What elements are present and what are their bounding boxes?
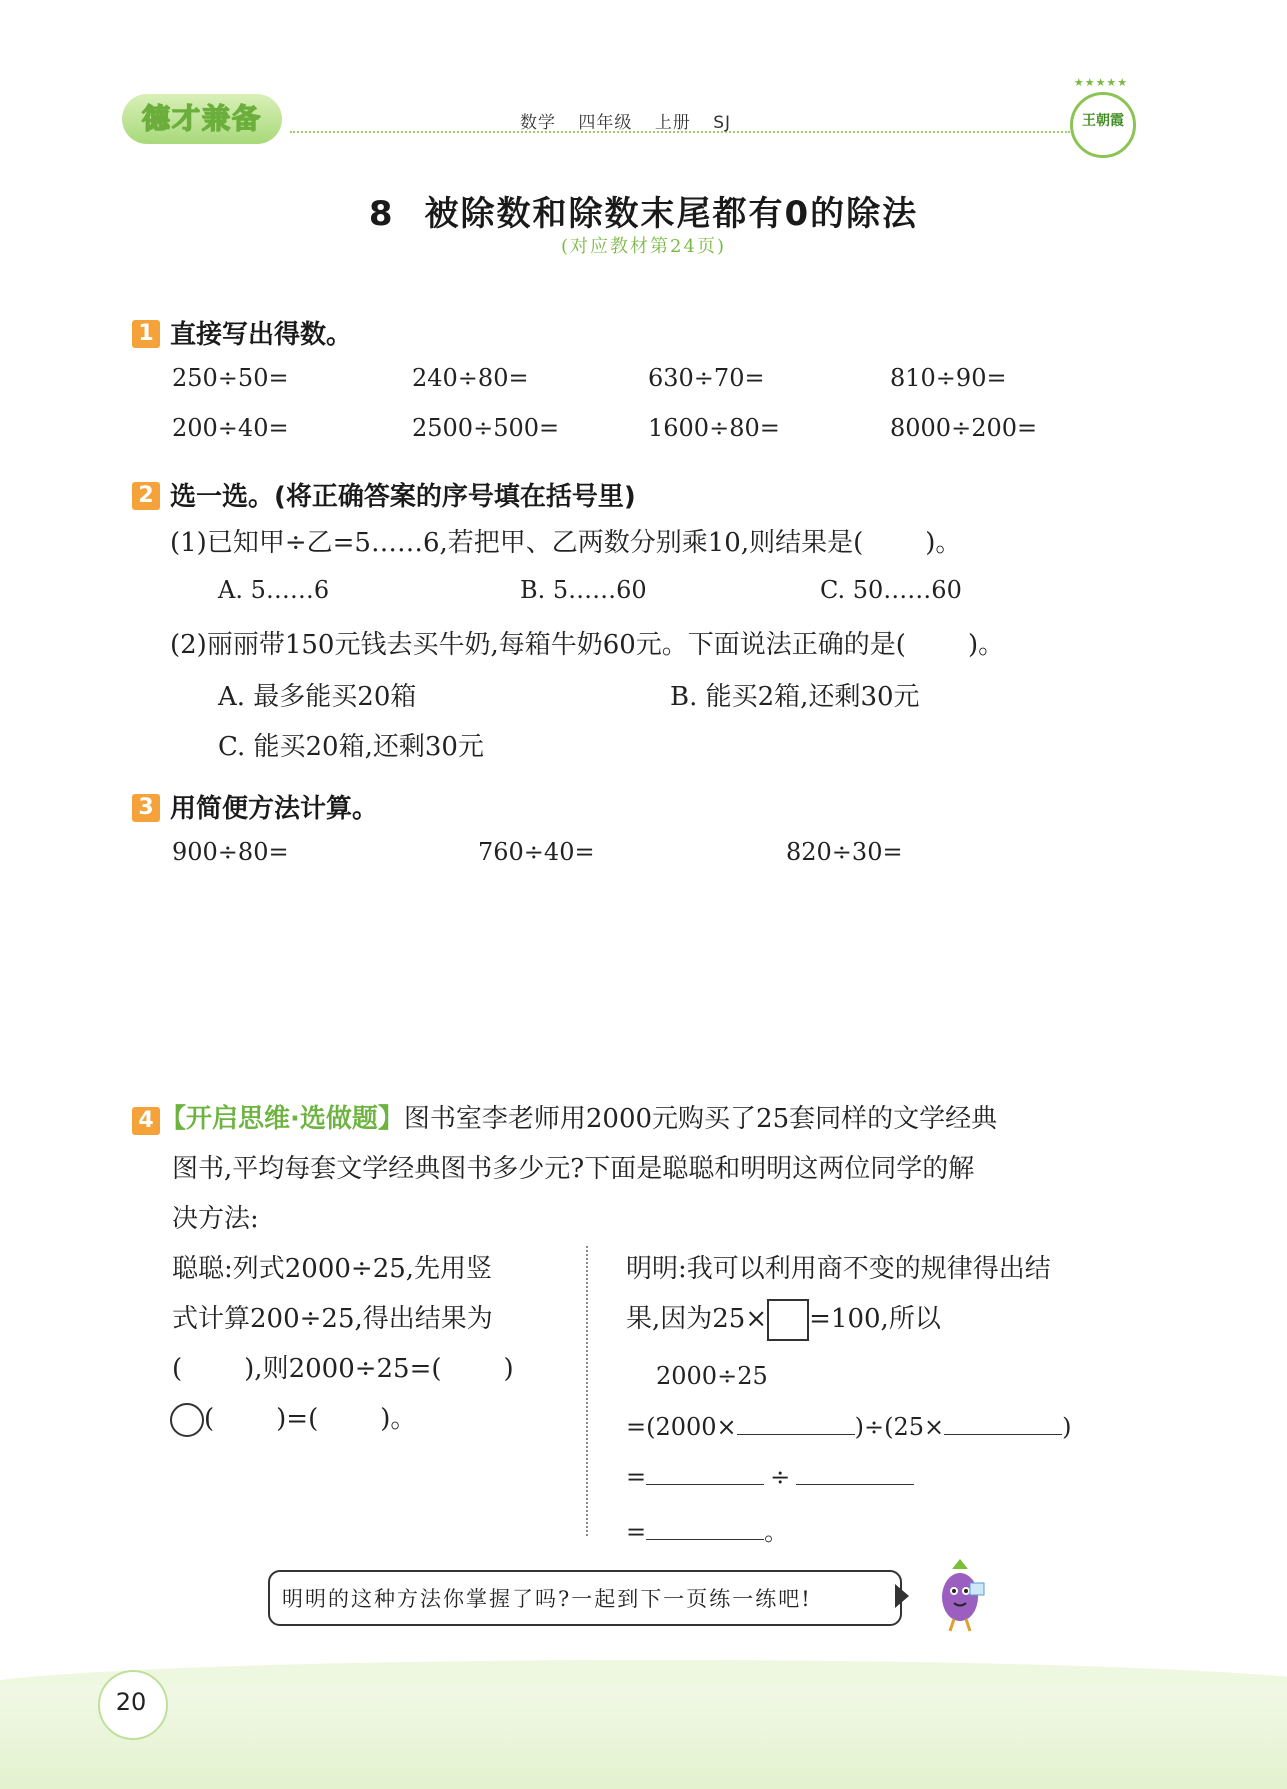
q2-heading <box>132 476 636 513</box>
q1-expr: 8000÷200= <box>890 414 1038 442</box>
congcong-line-1: 聪聪:列式2000÷25,先用竖 <box>172 1254 493 1284</box>
q4-text-3: 决方法: <box>172 1204 259 1234</box>
q1-expr: 2500÷500= <box>412 414 560 442</box>
textbook-reference: (对应教材第24页) <box>561 236 726 257</box>
congcong-line-3 <box>172 1348 514 1385</box>
q1-expr: 200÷40= <box>172 414 289 442</box>
paren-open: ( <box>172 1354 183 1384</box>
q2-1-stem <box>170 522 961 559</box>
q2-title: 选一选。(将正确答案的序号填在括号里) <box>170 482 636 512</box>
answer-blank[interactable] <box>796 1462 914 1485</box>
paren-close: ) <box>1062 1413 1072 1441</box>
q3-number-badge: 3 <box>132 794 160 822</box>
course-volume: 上册 <box>654 113 691 133</box>
q2-2-option-a: A. 最多能买20箱 <box>218 682 417 712</box>
course-edition: SJ <box>713 113 732 133</box>
mingming-line-1: 明明:我可以利用商不变的规律得出结 <box>626 1254 1051 1284</box>
q4-text-1: 图书室李老师用2000元购买了25套同样的文学经典 <box>403 1104 998 1134</box>
page-number: 20 <box>115 1688 147 1716</box>
congcong-equation: ),则2000÷25=( <box>244 1354 442 1384</box>
answer-blank[interactable] <box>737 1412 855 1435</box>
course-grade: 四年级 <box>578 113 633 133</box>
paren-close: ) <box>503 1354 514 1384</box>
column-divider <box>586 1246 588 1536</box>
mingming-line-5 <box>626 1462 914 1491</box>
equals-sign: = <box>626 1463 647 1491</box>
q2-2-stem-end: )。 <box>967 630 1005 660</box>
q1-expr: 1600÷80= <box>648 414 780 442</box>
mingming-line-3: 2000÷25 <box>656 1362 768 1390</box>
q4-tag: 【开启思维·选做题】 <box>160 1104 404 1134</box>
q1-expr: 810÷90= <box>890 364 1007 392</box>
operator-circle-blank[interactable] <box>170 1403 204 1437</box>
q2-2-option-b: B. 能买2箱,还剩30元 <box>670 682 920 712</box>
q1-title: 直接写出得数。 <box>170 320 353 350</box>
q3-expr: 820÷30= <box>786 838 903 866</box>
speech-bubble-tail <box>895 1584 909 1608</box>
q1-expr: 240÷80= <box>412 364 529 392</box>
logo-text: 德才兼备 <box>141 102 262 135</box>
q2-1-option-b: B. 5……60 <box>520 576 647 604</box>
lesson-title: 被除数和除数末尾都有0的除法 <box>424 194 919 234</box>
q2-2-stem-text: (2)丽丽带150元钱去买牛奶,每箱牛奶60元。下面说法正确的是( <box>170 630 906 660</box>
brand-badge <box>1066 76 1136 160</box>
q1-number-badge: 1 <box>132 320 160 348</box>
q4-line-1 <box>132 1094 1132 1144</box>
mingming-line-6 <box>626 1512 788 1547</box>
lesson-number: 8 <box>368 194 395 234</box>
congcong-line-2: 式计算200÷25,得出结果为 <box>172 1304 493 1334</box>
q4-intro <box>132 1094 1132 1244</box>
q2-1-option-c: C. 50……60 <box>820 576 962 604</box>
mingming-line-2 <box>626 1298 941 1341</box>
header-logo <box>112 80 292 150</box>
answer-blank[interactable] <box>944 1412 1062 1435</box>
q1-heading <box>132 314 352 351</box>
period: 。 <box>764 1518 789 1546</box>
mingming-step: =(2000× <box>626 1413 737 1441</box>
stars-icon: ★★★★★ <box>1073 76 1129 89</box>
q2-1-option-a: A. 5……6 <box>218 576 330 604</box>
q1-expr: 250÷50= <box>172 364 289 392</box>
paren-close-period: )。 <box>380 1404 417 1434</box>
mingming-text: 果,因为25× <box>626 1304 768 1334</box>
q2-2-option-c: C. 能买20箱,还剩30元 <box>218 732 484 762</box>
q2-1-stem-text: (1)已知甲÷乙=5……6,若把甲、乙两数分别乘10,则结果是( <box>170 528 864 558</box>
footer-background <box>0 1685 1287 1789</box>
q3-title: 用简便方法计算。 <box>170 794 379 824</box>
eggplant-mascot-icon <box>930 1555 990 1635</box>
course-info <box>520 108 747 133</box>
badge-text: 王朝霞 <box>1082 113 1124 129</box>
q3-expr: 900÷80= <box>172 838 289 866</box>
q3-heading <box>132 788 378 825</box>
mingming-step: )÷(25× <box>854 1413 945 1441</box>
congcong-line-4 <box>170 1398 416 1437</box>
q2-1-stem-end: )。 <box>925 528 962 558</box>
page-title <box>0 186 1287 235</box>
course-subject: 数学 <box>520 113 556 133</box>
q2-number-badge: 2 <box>132 482 160 510</box>
mingming-line-4 <box>626 1412 1072 1441</box>
q2-2-stem <box>170 624 1004 661</box>
answer-blank[interactable] <box>646 1517 764 1540</box>
answer-blank[interactable] <box>646 1462 764 1485</box>
q1-expr: 630÷70= <box>648 364 765 392</box>
q4-number-badge: 4 <box>132 1107 160 1135</box>
mingming-text: =100,所以 <box>809 1304 941 1334</box>
speech-bubble-text: 明明的这种方法你掌握了吗?一起到下一页练一练吧! <box>282 1587 812 1611</box>
q3-expr: 760÷40= <box>478 838 595 866</box>
divide-sign: ÷ <box>770 1463 791 1491</box>
congcong-equals: )=( <box>276 1404 319 1434</box>
answer-square-blank[interactable] <box>767 1299 809 1341</box>
q4-text-2: 图书,平均每套文学经典图书多少元?下面是聪聪和明明这两位同学的解 <box>172 1154 975 1184</box>
paren-open: ( <box>204 1404 215 1434</box>
equals-sign: = <box>626 1518 647 1546</box>
